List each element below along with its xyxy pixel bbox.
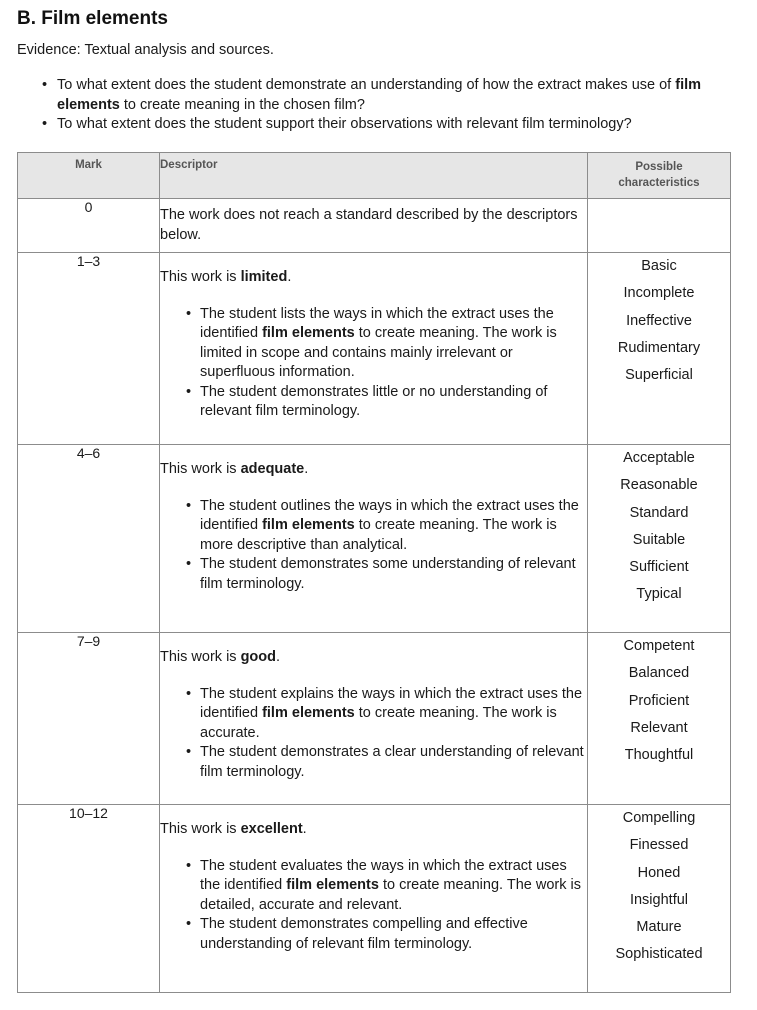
descriptor-cell xyxy=(160,805,588,993)
characteristic: Sophisticated xyxy=(615,946,703,963)
characteristics-cell xyxy=(588,633,731,805)
evidence-line: Evidence: Textual analysis and sources. xyxy=(17,42,274,58)
table-row xyxy=(18,805,731,993)
descriptor-bullets xyxy=(160,497,587,595)
characteristics-cell xyxy=(588,445,731,633)
descriptor-bullet: • The student demonstrates a clear understanding of relevant film terminology. xyxy=(200,743,587,782)
header-mark: Mark xyxy=(18,153,160,199)
characteristic: Insightful xyxy=(629,891,689,908)
table-row xyxy=(18,445,731,633)
characteristic: Relevant xyxy=(630,719,688,736)
characteristic: Suitable xyxy=(632,531,686,548)
descriptor-bullet: • The student demonstrates some understanding of relevant film terminology. xyxy=(200,555,587,594)
descriptor-cell xyxy=(160,633,588,805)
level-statement: This work is good. xyxy=(160,649,281,665)
characteristic: Rudimentary xyxy=(617,339,701,356)
table-header-row xyxy=(18,153,731,199)
question-item: • To what extent does the student demonstrate an understanding of how the extract makes use of film elements to create meaning in the chosen film? xyxy=(57,76,737,115)
table-row xyxy=(18,253,731,445)
mark-cell: 10–12 xyxy=(18,805,160,993)
descriptor-bullet: • The student evaluates the ways in which the extract uses the identified film elements to create meaning. The work is detailed, accurate and relevant. xyxy=(200,857,587,916)
descriptor-bullets xyxy=(160,305,587,422)
descriptor-bullet: • The student demonstrates compelling and effective understanding of relevant film terminology. xyxy=(200,915,587,954)
characteristic: Reasonable xyxy=(620,477,698,494)
guiding-questions xyxy=(17,76,737,135)
level-statement: This work is limited. xyxy=(160,269,292,285)
header-descriptor: Descriptor xyxy=(160,153,588,199)
mark-cell: 1–3 xyxy=(18,253,160,445)
characteristic: Balanced xyxy=(628,665,690,682)
descriptor-bullets xyxy=(160,685,587,783)
characteristics-cell xyxy=(588,199,731,253)
descriptor-bullets xyxy=(160,857,587,955)
question-item: • To what extent does the student support their observations with relevant film terminology? xyxy=(57,115,737,135)
characteristic: Basic xyxy=(641,258,677,274)
characteristic: Competent xyxy=(623,638,695,654)
table-row xyxy=(18,633,731,805)
descriptor-bullet: • The student explains the ways in which the extract uses the identified film elements to create meaning. The work is accurate. xyxy=(200,685,587,744)
level-statement: This work is excellent. xyxy=(160,821,307,837)
descriptor-cell: The work does not reach a standard described by the descriptors below. xyxy=(160,199,588,253)
characteristic: Mature xyxy=(636,919,682,936)
descriptor-bullet: • The student lists the ways in which the extract uses the identified film elements to create meaning. The work is limited in scope and contains mainly irrelevant or superfluous information. xyxy=(200,305,587,383)
mark-cell: 0 xyxy=(18,199,160,253)
characteristic: Typical xyxy=(636,586,682,603)
level-statement: This work is adequate. xyxy=(160,461,309,477)
table-row xyxy=(18,199,731,253)
mark-cell: 4–6 xyxy=(18,445,160,633)
characteristic: Incomplete xyxy=(623,285,695,302)
characteristic: Ineffective xyxy=(626,312,692,329)
characteristic: Proficient xyxy=(628,692,690,709)
section-title: B. Film elements xyxy=(17,8,168,29)
characteristic: Acceptable xyxy=(623,450,695,466)
markband-table xyxy=(17,152,731,993)
characteristics-cell xyxy=(588,805,731,993)
characteristic: Thoughtful xyxy=(624,747,694,764)
descriptor-bullet: • The student demonstrates little or no understanding of relevant film terminology. xyxy=(200,383,587,422)
mark-cell: 7–9 xyxy=(18,633,160,805)
characteristic: Standard xyxy=(629,504,689,521)
header-characteristics: Possible characteristics xyxy=(588,153,731,199)
descriptor-cell xyxy=(160,445,588,633)
characteristic: Superficial xyxy=(625,367,693,384)
characteristics-cell xyxy=(588,253,731,445)
characteristic: Honed xyxy=(637,864,681,881)
descriptor-cell xyxy=(160,253,588,445)
characteristic: Finessed xyxy=(629,837,689,854)
characteristic: Compelling xyxy=(622,810,696,826)
descriptor-bullet: • The student outlines the ways in which the extract uses the identified film elements to create meaning. The work is more descriptive than analytical. xyxy=(200,497,587,556)
characteristic: Sufficient xyxy=(629,559,689,576)
